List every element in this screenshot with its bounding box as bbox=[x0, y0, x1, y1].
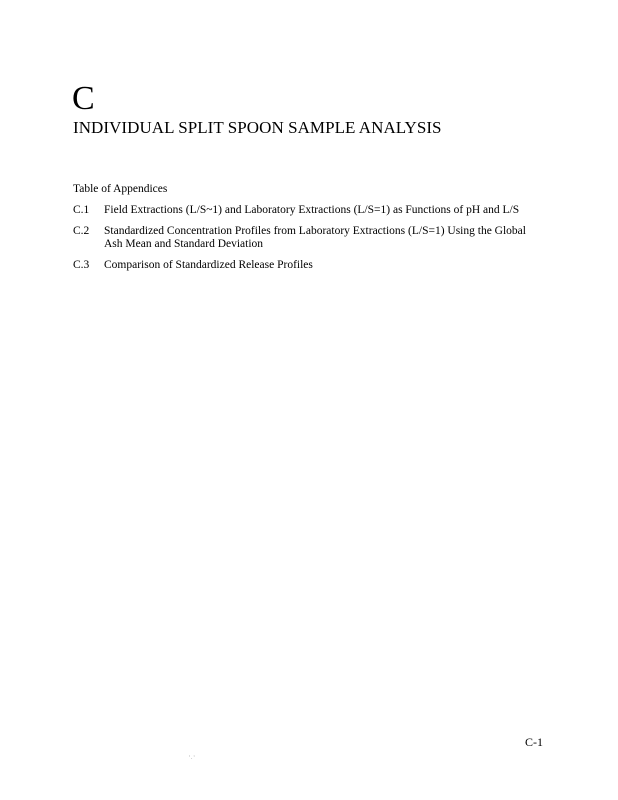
appendix-title: INDIVIDUAL SPLIT SPOON SAMPLE ANALYSIS bbox=[73, 118, 442, 137]
scan-artifact-mark: ' . ' bbox=[189, 756, 195, 761]
toc-entry-text: Field Extractions (L/S~1) and Laboratory Extractions (L/S=1) as Functions of pH and L/S bbox=[104, 204, 520, 216]
toc-entry-text: Standardized Concentration Profiles from Laboratory Extractions (L/S=1) Using the Global Ash Mean and Standard Deviation bbox=[104, 224, 526, 250]
toc-list bbox=[73, 204, 543, 279]
appendix-letter: C bbox=[72, 80, 95, 117]
toc-heading: Table of Appendices bbox=[73, 183, 168, 195]
page-number: C-1 bbox=[525, 735, 543, 749]
toc-entry-number: C.3 bbox=[73, 258, 90, 271]
toc-entry-c3 bbox=[73, 259, 543, 273]
toc-entry-text: Comparison of Standardized Release Profiles bbox=[104, 258, 313, 271]
toc-entry-number: C.2 bbox=[73, 224, 90, 237]
toc-entry-c1 bbox=[73, 204, 543, 218]
toc-entry-c2 bbox=[73, 225, 543, 252]
toc-entry-number: C.1 bbox=[73, 204, 90, 216]
